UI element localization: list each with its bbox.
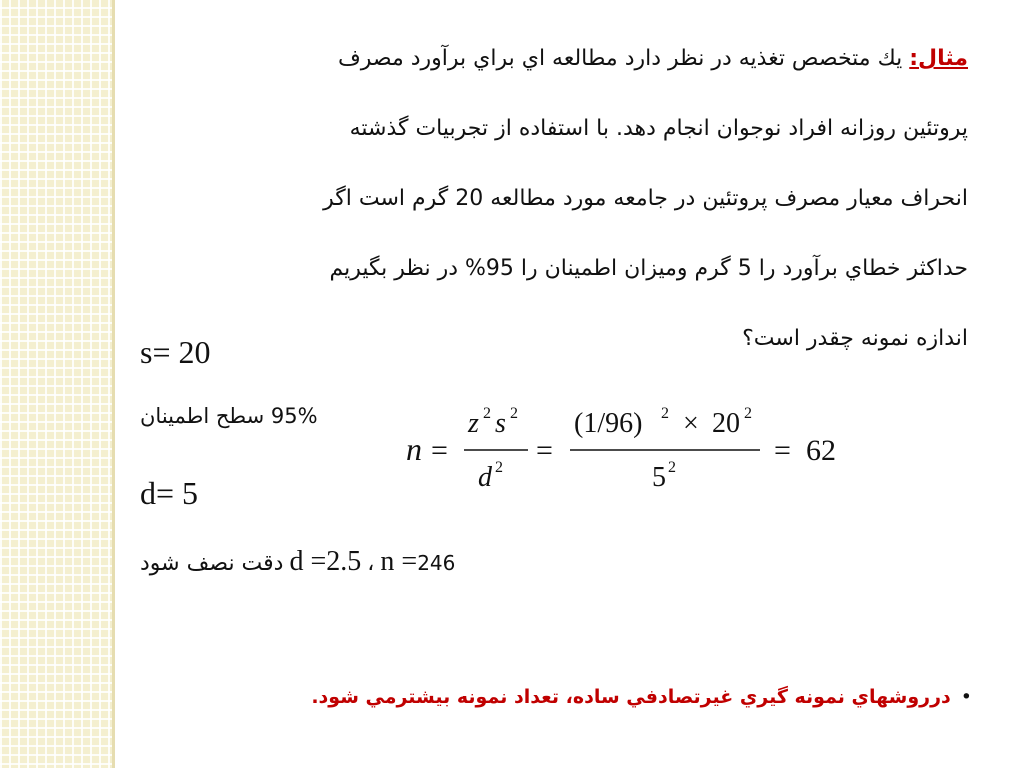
formula-twenty: 20 bbox=[712, 408, 740, 439]
example-line-1-text: يك متخصص تغذيه در نظر دارد مطالعه اي براي برآورد مصرف bbox=[337, 46, 903, 71]
formula-d-exp: 2 bbox=[495, 459, 503, 476]
given-s: s= 20 bbox=[140, 334, 211, 370]
side-divider bbox=[112, 0, 115, 768]
formula-five: 5 bbox=[652, 462, 666, 493]
given-d: d= 5 bbox=[140, 475, 199, 511]
side-decoration bbox=[0, 0, 112, 768]
halving-n-part bbox=[380, 546, 455, 578]
formula-equals-2: = bbox=[536, 434, 553, 467]
given-confidence: 95% سطح اطمينان bbox=[140, 404, 318, 428]
example-line-3: انحراف معيار مصرف پروتئين در جامعه مورد مطالعه 20 گرم است اگر bbox=[323, 186, 968, 211]
formula-times: × bbox=[683, 408, 699, 439]
formula-equals-1: = bbox=[431, 434, 448, 467]
formula-d: d bbox=[478, 462, 492, 493]
halving-separator: ، bbox=[367, 551, 375, 576]
formula-graphic bbox=[398, 398, 858, 508]
halving-n-value: 246 bbox=[417, 551, 456, 575]
example-line-4: حداكثر خطاي برآورد را 5 گرم وميزان اطمينان را 95% در نظر بگيريم bbox=[329, 256, 968, 281]
formula-one-96: (1/96) bbox=[574, 408, 643, 439]
example-line-2: پروتئين روزانه افراد نوجوان انجام دهد. با استفاده از تجربيات گذشته bbox=[349, 116, 968, 141]
example-line-1 bbox=[338, 46, 968, 71]
bullet-dot-icon: • bbox=[960, 686, 972, 708]
bullet-note bbox=[311, 686, 972, 708]
halving-n-label: n = bbox=[380, 546, 418, 577]
bullet-text: درروشهاي نمونه گيري غيرتصادفي ساده، تعداد نمونه بيشترمي شود. bbox=[311, 686, 951, 708]
halving-text: دقت نصف شود bbox=[140, 551, 284, 576]
formula-five-exp: 2 bbox=[668, 459, 676, 476]
formula-result: 62 bbox=[806, 434, 836, 467]
formula-one-96-exp: 2 bbox=[661, 405, 669, 422]
halving-line bbox=[140, 546, 455, 578]
halving-d-part: d =2.5 bbox=[289, 546, 362, 577]
example-line-5: اندازه نمونه چقدر است؟ bbox=[742, 326, 968, 351]
formula-lhs: n bbox=[406, 431, 422, 467]
sample-size-formula bbox=[398, 398, 858, 508]
formula-z: z bbox=[468, 408, 479, 439]
formula-z-exp: 2 bbox=[483, 405, 491, 422]
formula-equals-3: = bbox=[774, 434, 791, 467]
example-label: مثال: bbox=[909, 46, 968, 71]
formula-twenty-exp: 2 bbox=[744, 405, 752, 422]
formula-s: s bbox=[495, 408, 506, 439]
formula-s-exp: 2 bbox=[510, 405, 518, 422]
